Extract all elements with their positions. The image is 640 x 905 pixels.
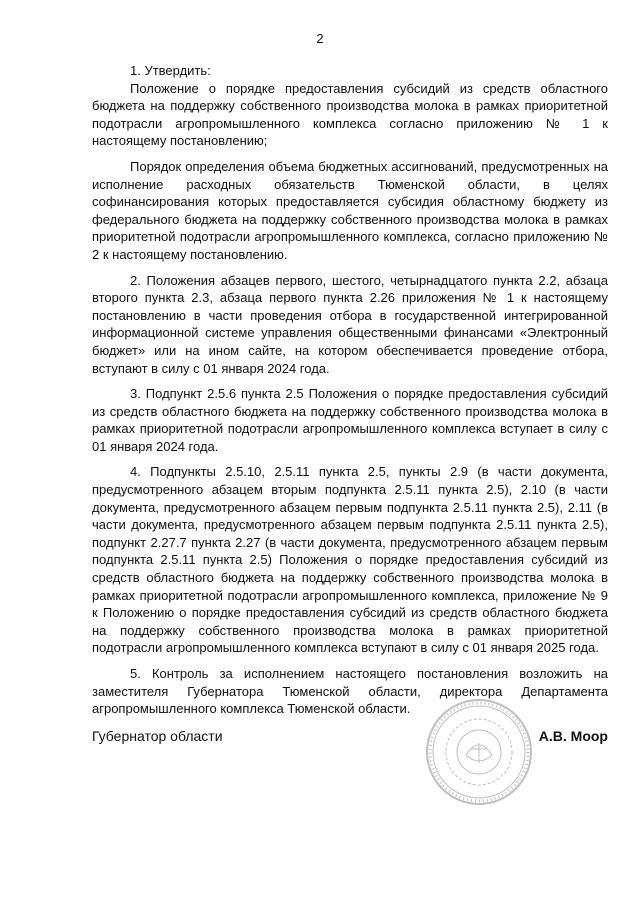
signatory-name: А.В. Моор <box>538 728 608 744</box>
paragraph-approve: 1. Утвердить: <box>130 63 211 78</box>
signature-block <box>92 726 608 750</box>
official-seal-stamp <box>424 697 534 807</box>
paragraph-item-2: 2. Положения абзацев первого, шестого, четырнадцатого пункта 2.2, абзаца второго пункта 2.3, абзаца первого пункта 2.26 приложения № 1 к настоящему постановлению в части проведения отбора в государственной интегрированной информационной системе управления общественными финансами «Электронный бюджет» или на ином сайте, на котором обеспечивается проведение отбора, вступают в силу с 01 января 2024 года. <box>92 272 608 376</box>
paragraph-regulation: Положение о порядке предоставления субсидий из средств областного бюджета на поддержку собственного производства молока в рамках приоритетной подотрасли агропромышленного комплекса согласно приложению № 1 к настоящему постановлению; <box>92 80 608 149</box>
paragraph-item-4: 4. Подпункты 2.5.10, 2.5.11 пункта 2.5, пункты 2.9 (в части документа, предусмотренного абзацем вторым подпункта 2.5.11 пункта 2.5), 2.10 (в части документа, предусмотренного абзацем первым подпункта 2.5.11 пункта 2.5), 2.11 (в части документа, предусмотренного абзацем первым подпункта 2.5.11 пункта 2.5), подпункт 2.27.7 пункта 2.27 (в части документа, предусмотренного абзацем первым подпункта 2.5.11 пункта 2.5) Положения о порядке предоставления субсидий из средств областного бюджета на поддержку собственного производства молока в рамках приоритетной подотрасли агропромышленного комплекса, приложение № 9 к Положению о порядке предоставления субсидий из средств областного бюджета на поддержку собственного производства молока в рамках приоритетной подотрасли агропромышленного комплекса вступают в силу с 01 января 2025 года. <box>92 464 608 656</box>
signatory-position: Губернатор области <box>92 728 223 744</box>
paragraph-item-5: 5. Контроль за исполнением настоящего постановления возложить на заместителя Губернатора Тюменской области, директора Департамента агропромышленного комплекса Тюменской области. <box>92 666 608 717</box>
paragraph-procedure: Порядок определения объема бюджетных ассигнований, предусмотренных на исполнение расходных обязательств Тюменской области, в целях софинансирования которых предоставляется субсидия областному бюджету из федерального бюджета на поддержку собственного производства молока в рамках приоритетной подотрасли агропромышленного комплекса, согласно приложению № 2 к настоящему постановлению. <box>92 158 608 262</box>
document-body <box>92 62 608 718</box>
paragraph-item-3: 3. Подпункт 2.5.6 пункта 2.5 Положения о порядке предоставления субсидий из средств областного бюджета на поддержку собственного производства молока в рамках приоритетной подотрасли агропромышленного комплекса вступает в силу с 01 января 2024 года. <box>92 386 608 454</box>
page-number: 2 <box>316 31 324 46</box>
